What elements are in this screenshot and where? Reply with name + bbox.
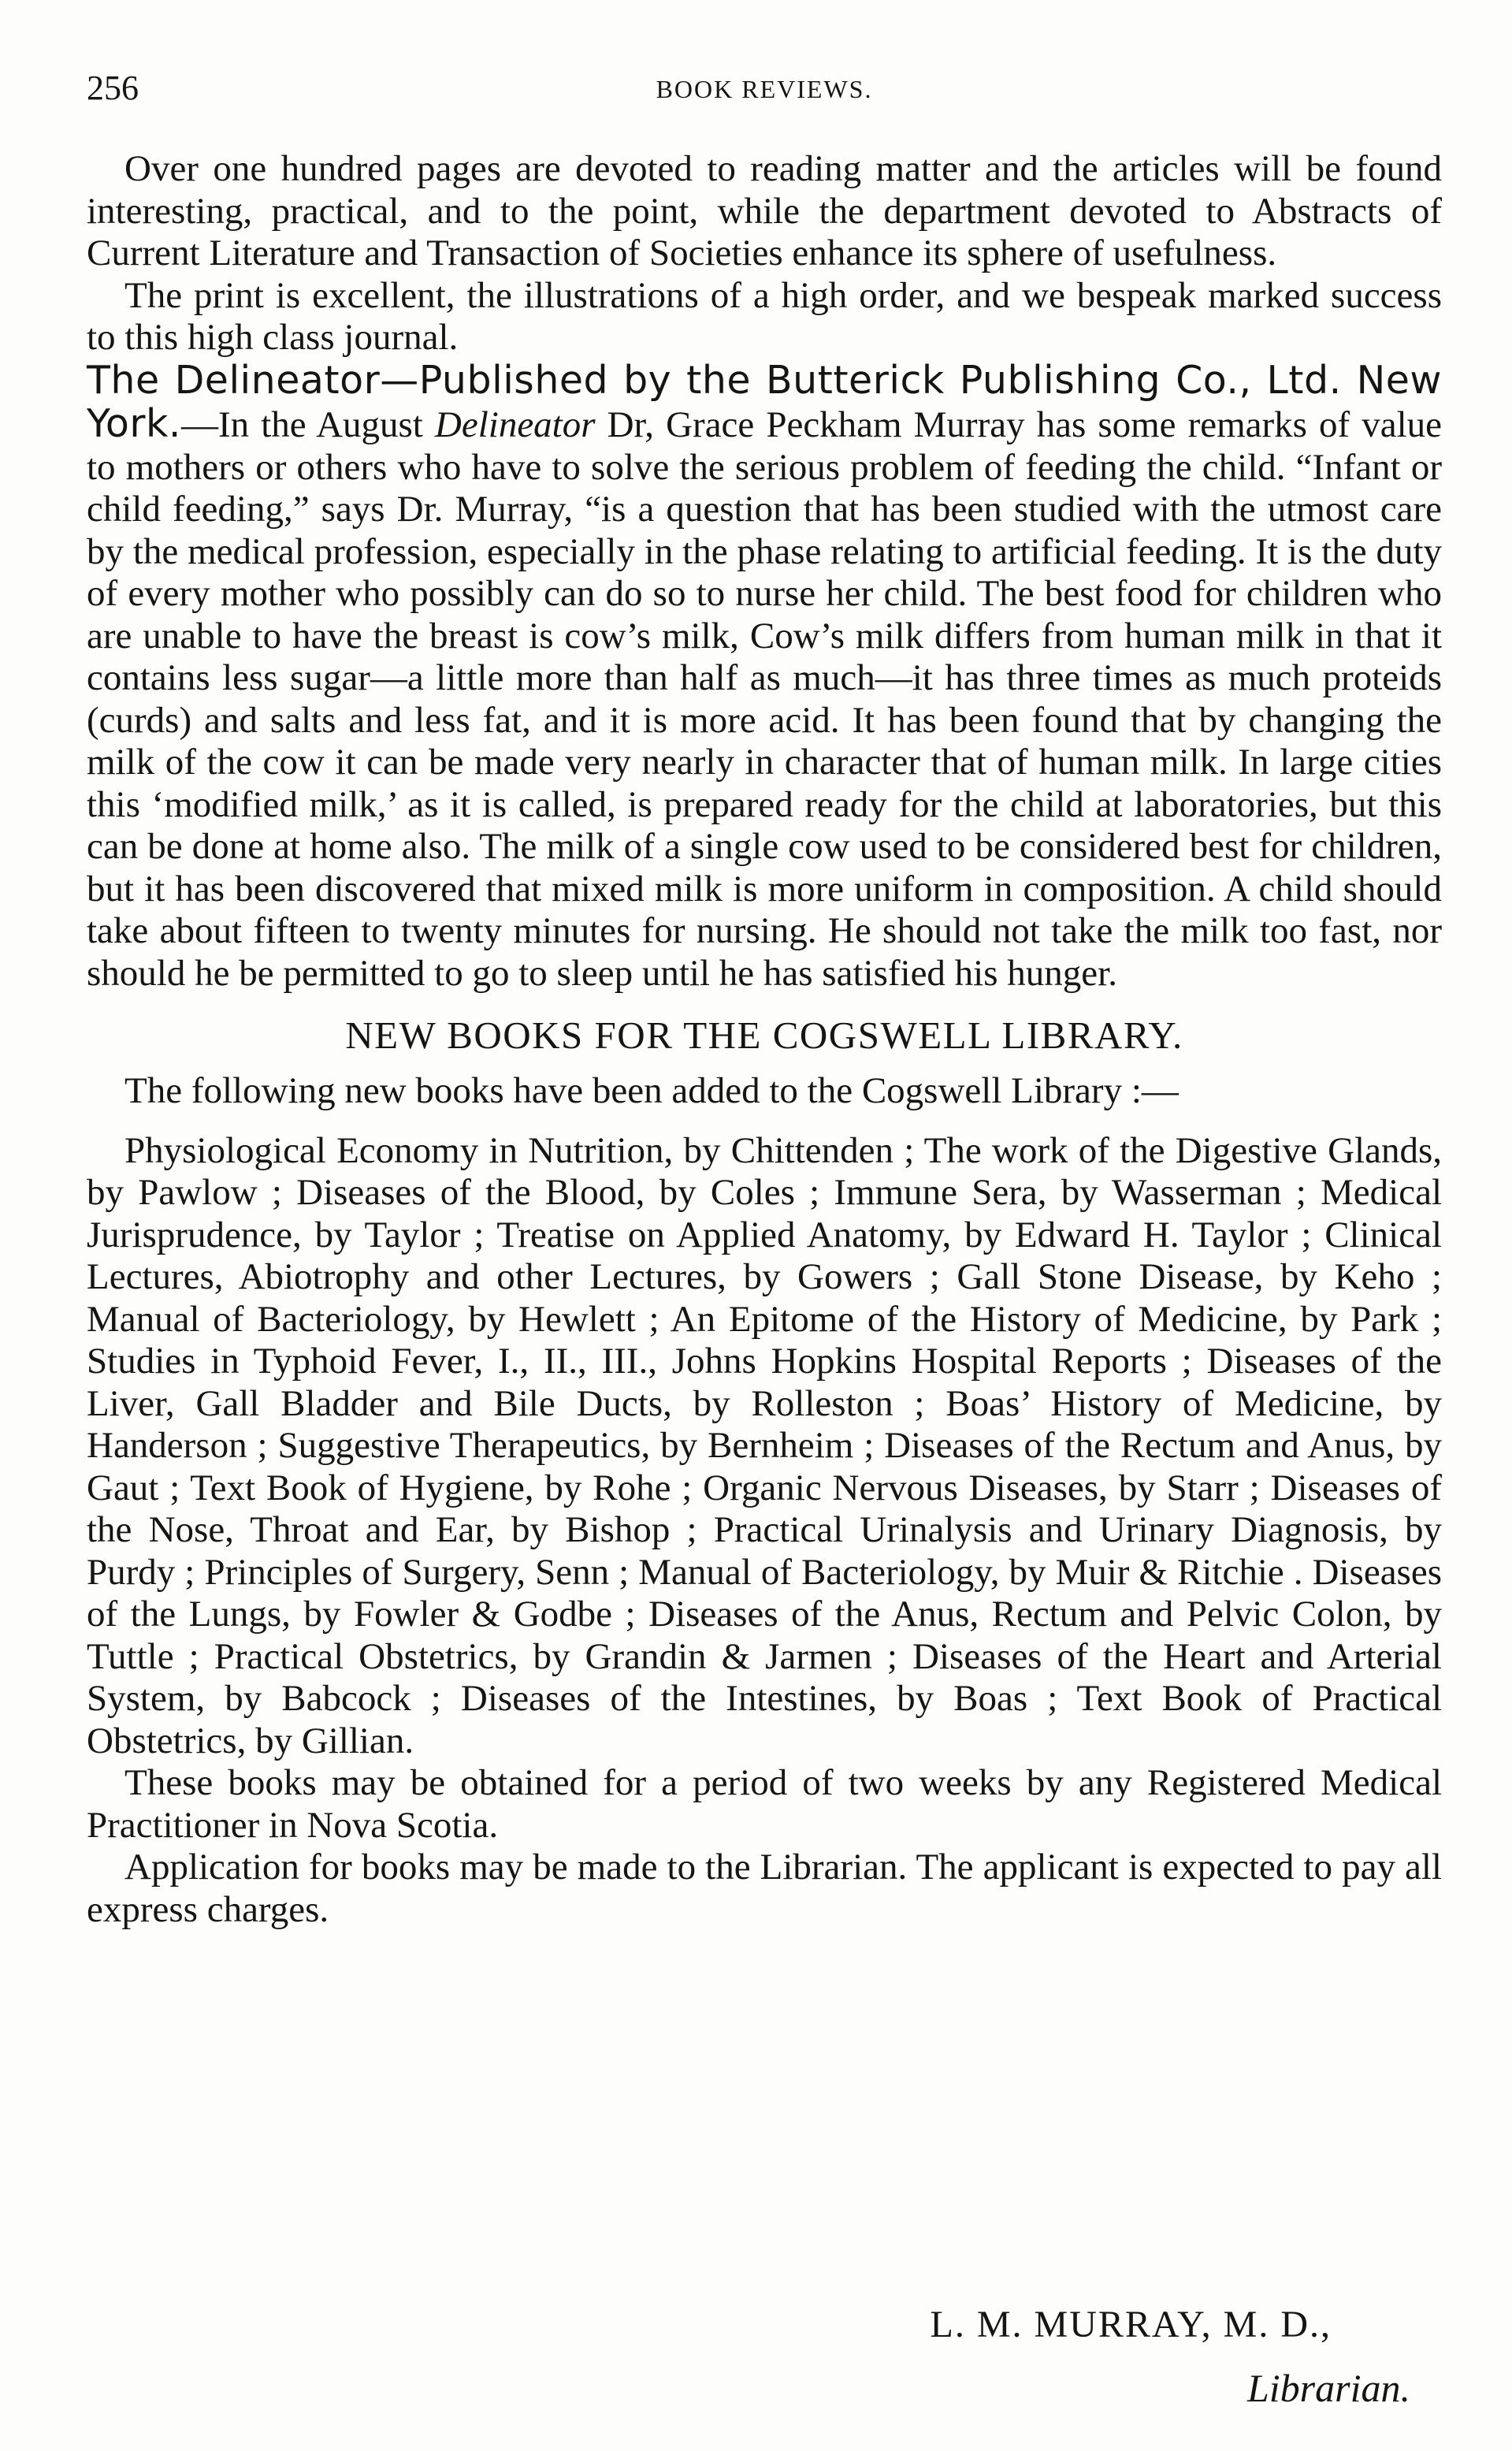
running-head: BOOK REVIEWS. <box>656 75 873 103</box>
library-book-list: Physiological Economy in Nutrition, by Chittenden ; The work of the Digestive Glands, by Pawlow ; Diseases of the Blood, by Coles ; Immune Sera, by Wasserman ; Medical Jurisprudence, by Taylor ; Treatise on Applied Anatomy, by Edward H. Taylor ; Clinical Lectures, Abiotrophy and other Lectures, by Gowers ; Gall Stone Disease, by Keho ; Manual of Bacteriology, by Hewlett ; An Epitome of the History of Medicine, by Park ; Studies in Typhoid Fever, I., II., III., Johns Hopkins Hospital Reports ; Diseases of the Liver, Gall Bladder and Bile Ducts, by Rolleston ; Boas’ History of Medicine, by Handerson ; Suggestive Therapeutics, by Bernheim ; Diseases of the Rectum and Anus, by Gaut ; Text Book of Hygiene, by Rohe ; Organic Nervous Diseases, by Starr ; Diseases of the Nose, Throat and Ear, by Bishop ; Practical Urinalysis and Urinary Diagnosis, by Purdy ; Principles of Surgery, Senn ; Manual of Bacteriology, by Muir & Ritchie . Diseases of the Lungs, by Fowler & Godbe ; Diseases of the Anus, Rectum and Pelvic Colon, by Tuttle ; Practical Obstetrics, by Grandin & Jarmen ; Diseases of the Heart and Arterial System, by Babcock ; Diseases of the Intestines, by Boas ; Text Book of Practical Obstetrics, by Gillian. <box>87 1129 1442 1761</box>
library-intro: The following new books have been added to the Cogswell Library :— <box>124 1070 1179 1111</box>
library-section-title: NEW BOOKS FOR THE COGSWELL LIBRARY. <box>345 1014 1183 1057</box>
journal-review-paragraph-1: Over one hundred pages are devoted to reading matter and the articles will be found interesting, practical, and to the point, while the department devoted to Abstracts of Current Literature and Transaction of Societies enhance its sphere of usefulness. <box>87 148 1442 273</box>
delineator-review <box>87 359 1442 995</box>
journal-review-paragraph-2: The print is excellent, the illustrations of a high order, and we bespeak marked success to this high class journal. <box>87 274 1442 358</box>
library-availability-note: These books may be obtained for a period of two weeks by any Registered Medical Practitioner in Nova Scotia. <box>87 1762 1442 1846</box>
signature-title: Librarian. <box>1246 2366 1410 2410</box>
delineator-review-body: Dr, Grace Peckham Murray has some remarks of value to mothers or others who have to solve the serious problem of feeding the child. “Infant or child feeding,” says Dr. Murray, “is a question that has been studied with the utmost care by the medical profession, especially in the phase relating to artificial feeding. It is the duty of every mother who possibly can do so to nurse her child. The best food for children who are unable to have the breast is cow’s milk, Cow’s milk differs from human milk in that it contains less sugar—a little more than half as much—it has three times as much proteids (curds) and salts and less fat, and it is more acid. It has been found that by changing the milk of the cow it can be made very nearly in character that of human milk. In large cities this ‘modified milk,’ as it is called, is prepared ready for the child at laboratories, but this can be done at home also. The milk of a single cow used to be considered best for children, but it has been discovered that mixed milk is more uniform in composition. A child should take about fifteen to twenty minutes for nursing. He should not take the milk too fast, nor should he be permitted to go to sleep until he has satisfied his hunger. <box>87 404 1442 994</box>
signature-block <box>87 2303 1442 2413</box>
page-header <box>87 65 1442 112</box>
page-number: 256 <box>87 69 139 107</box>
library-application-note: Application for books may be made to the Librarian. The applicant is expected to pay all express charges. <box>87 1847 1442 1930</box>
page-body <box>87 148 1442 1931</box>
delineator-magazine-name: Delineator <box>434 404 596 445</box>
delineator-review-lead: —In the August <box>181 404 435 445</box>
signature-name: L. M. MURRAY, M. D., <box>930 2304 1332 2345</box>
delineator-review-title: The Delineator—Published by the Butterick Publishing Co., Ltd. New York. <box>87 357 1442 446</box>
